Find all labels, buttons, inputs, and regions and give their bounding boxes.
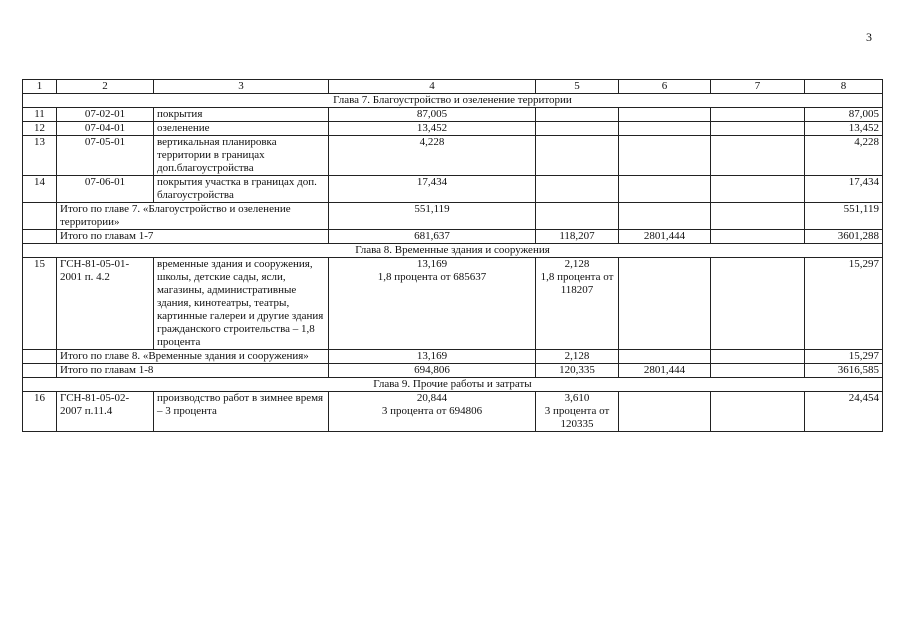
header-cell: 4: [329, 80, 536, 94]
row-col4: [329, 258, 536, 350]
row-col7: [711, 176, 805, 203]
row-col5-value: 3,610: [564, 392, 590, 404]
cumulative-label: Итого по главам 1-8: [57, 364, 329, 378]
header-cell: 6: [619, 80, 711, 94]
row-col6: [619, 122, 711, 136]
total-label: Итого по главе 7. «Благоустройство и озеленение территории»: [57, 203, 329, 230]
chapter-8-title: Глава 8. Временные здания и сооружения: [23, 244, 883, 258]
estimate-table: [22, 79, 883, 432]
header-cell: 2: [57, 80, 154, 94]
row-name: покрытия: [154, 108, 329, 122]
cumulative-col5: 120,335: [536, 364, 619, 378]
row-number: 16: [23, 392, 57, 432]
total-col5: [536, 203, 619, 230]
cumulative-col6: 2801,444: [619, 230, 711, 244]
row-col8: 24,454: [805, 392, 883, 432]
row-code: ГСН-81-05-02-2007 п.11.4: [57, 392, 154, 432]
row-name: временные здания и сооружения, школы, детские сады, ясли, магазины, административные здания, кинотеатры, театры, картинные галереи и другие здания гражданского строительства – 1,8 процента: [154, 258, 329, 350]
row-name: озеленение: [154, 122, 329, 136]
row-number: 14: [23, 176, 57, 203]
row-col8: 17,434: [805, 176, 883, 203]
row-col4-note: 1,8 процента от 685637: [377, 271, 487, 283]
row-code: ГСН-81-05-01-2001 п. 4.2: [57, 258, 154, 350]
row-code: 07-02-01: [57, 108, 154, 122]
row-col4-value: 13,169: [416, 258, 448, 270]
header-cell: 5: [536, 80, 619, 94]
row-name: покрытия участка в границах доп. благоустройства: [154, 176, 329, 203]
row-col5-value: 2,128: [564, 258, 590, 270]
row-col7: [711, 108, 805, 122]
cumulative-total-row: [23, 364, 883, 378]
cumulative-label: Итого по главам 1-7: [57, 230, 329, 244]
row-number: 11: [23, 108, 57, 122]
row-col7: [711, 136, 805, 176]
row-col8: 87,005: [805, 108, 883, 122]
header-row: [23, 80, 883, 94]
row-col4: 87,005: [329, 108, 536, 122]
row-col4-value: 20,844: [416, 392, 448, 404]
table-row: [23, 258, 883, 350]
chapter-total-row: [23, 203, 883, 230]
row-col8: 4,228: [805, 136, 883, 176]
row-col5: [536, 136, 619, 176]
total-col8: 551,119: [805, 203, 883, 230]
cumulative-col8: 3616,585: [805, 364, 883, 378]
row-name: вертикальная планировка территории в границах доп.благоустройства: [154, 136, 329, 176]
total-col7: [711, 203, 805, 230]
row-code: 07-06-01: [57, 176, 154, 203]
header-cell: 1: [23, 80, 57, 94]
total-col5: 2,128: [536, 350, 619, 364]
total-col4: 13,169: [329, 350, 536, 364]
chapter-title-row: [23, 244, 883, 258]
total-col6: [619, 203, 711, 230]
row-col4: 17,434: [329, 176, 536, 203]
row-col6: [619, 136, 711, 176]
cumulative-col6: 2801,444: [619, 364, 711, 378]
cumulative-col4: 681,637: [329, 230, 536, 244]
row-name: производство работ в зимнее время – 3 процента: [154, 392, 329, 432]
row-col5: [536, 122, 619, 136]
table-row: [23, 108, 883, 122]
row-code: 07-04-01: [57, 122, 154, 136]
total-col4: 551,119: [329, 203, 536, 230]
chapter-total-row: [23, 350, 883, 364]
row-col7: [711, 122, 805, 136]
row-code: 07-05-01: [57, 136, 154, 176]
header-cell: 3: [154, 80, 329, 94]
chapter-title-row: [23, 94, 883, 108]
row-col4: [329, 392, 536, 432]
row-col5-note: 1,8 процента от 118207: [540, 271, 614, 296]
row-col5-note: 3 процента от 120335: [544, 405, 610, 430]
page-number: 3: [866, 30, 872, 44]
row-number: 13: [23, 136, 57, 176]
cumulative-col4: 694,806: [329, 364, 536, 378]
cumulative-total-row: [23, 230, 883, 244]
header-cell: 7: [711, 80, 805, 94]
row-number: 15: [23, 258, 57, 350]
row-col4-note: 3 процента от 694806: [381, 405, 483, 417]
row-col5: [536, 258, 619, 350]
chapter-9-title: Глава 9. Прочие работы и затраты: [23, 378, 883, 392]
row-col5: [536, 108, 619, 122]
total-col8: 15,297: [805, 350, 883, 364]
cumulative-col8: 3601,288: [805, 230, 883, 244]
table-row: [23, 122, 883, 136]
row-col8: 13,452: [805, 122, 883, 136]
cumulative-col7: [711, 230, 805, 244]
row-col4: 13,452: [329, 122, 536, 136]
row-col8: 15,297: [805, 258, 883, 350]
row-col6: [619, 108, 711, 122]
header-cell: 8: [805, 80, 883, 94]
total-label: Итого по главе 8. «Временные здания и сооружения»: [57, 350, 329, 364]
cumulative-col5: 118,207: [536, 230, 619, 244]
row-col6: [619, 176, 711, 203]
table-row: [23, 136, 883, 176]
row-number: 12: [23, 122, 57, 136]
table-row: [23, 392, 883, 432]
chapter-7-title: Глава 7. Благоустройство и озеленение территории: [23, 94, 883, 108]
row-col5: [536, 176, 619, 203]
row-col5: [536, 392, 619, 432]
chapter-title-row: [23, 378, 883, 392]
row-col4: 4,228: [329, 136, 536, 176]
table-row: [23, 176, 883, 203]
